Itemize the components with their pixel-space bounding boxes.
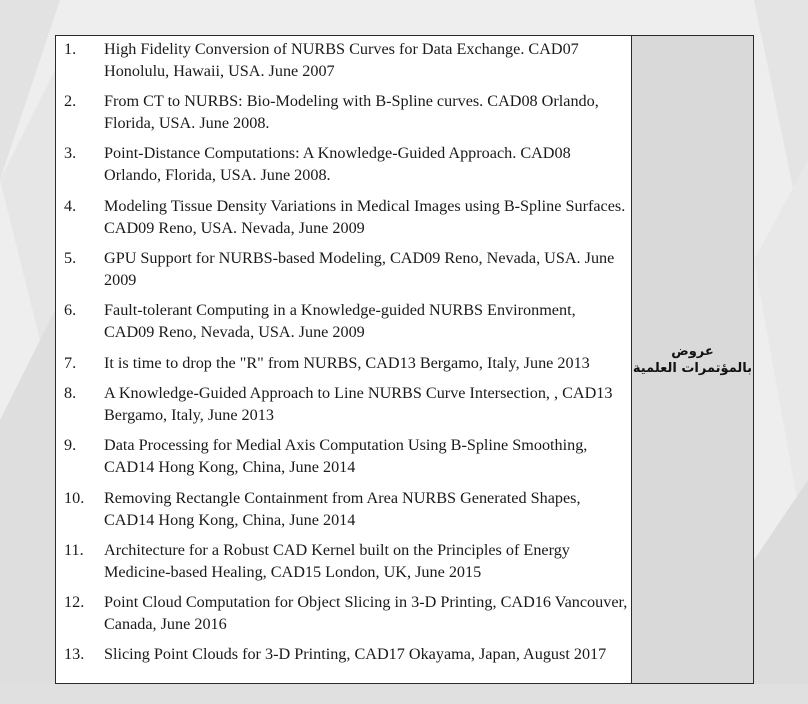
item-number: 10. xyxy=(64,489,85,507)
item-number: 4. xyxy=(64,197,77,215)
item-text: GPU Support for NURBS-based Modeling, CAD09 Reno, Nevada, USA. June 2009 xyxy=(104,249,615,289)
category-label xyxy=(633,343,752,377)
item-number: 8. xyxy=(64,384,77,402)
item-text: High Fidelity Conversion of NURBS Curves for Data Exchange. CAD07 Honolulu, Hawaii, USA. June 2007 xyxy=(104,40,579,80)
item-number: 2. xyxy=(64,92,77,110)
item-number: 9. xyxy=(64,436,77,454)
item-number: 11. xyxy=(64,541,84,559)
item-text: Slicing Point Clouds for 3-D Printing, CAD17 Okayama, Japan, August 2017 xyxy=(104,645,607,663)
conference-table xyxy=(55,35,754,684)
item-number: 7. xyxy=(64,354,77,372)
item-text: It is time to drop the "R" from NURBS, CAD13 Bergamo, Italy, June 2013 xyxy=(104,354,590,372)
item-text: Modeling Tissue Density Variations in Medical Images using B-Spline Surfaces. CAD09 Reno, USA. Nevada, June 2009 xyxy=(104,197,626,237)
category-label-line-1: عروض xyxy=(671,343,714,359)
item-text: Point-Distance Computations: A Knowledge-Guided Approach. CAD08 Orlando, Florida, USA. June 2008. xyxy=(104,144,571,184)
category-cell xyxy=(632,36,753,683)
item-number: 5. xyxy=(64,249,77,267)
item-number: 1. xyxy=(64,40,77,58)
category-label-line-2: بالمؤتمرات العلمية xyxy=(632,360,753,376)
item-number: 13. xyxy=(64,645,85,663)
item-text: A Knowledge-Guided Approach to Line NURBS Curve Intersection, , CAD13 Bergamo, Italy, June 2013 xyxy=(104,384,613,424)
item-text: Point Cloud Computation for Object Slicing in 3-D Printing, CAD16 Vancouver, Canada, June 2016 xyxy=(104,593,628,633)
item-number: 12. xyxy=(64,593,85,611)
item-number: 6. xyxy=(64,301,77,319)
item-text: Removing Rectangle Containment from Area NURBS Generated Shapes, CAD14 Hong Kong, China, June 2014 xyxy=(104,489,581,529)
item-text: Fault-tolerant Computing in a Knowledge-guided NURBS Environment, CAD09 Reno, Nevada, USA. June 2009 xyxy=(104,301,576,341)
item-text: From CT to NURBS: Bio-Modeling with B-Spline curves. CAD08 Orlando, Florida, USA. June 2008. xyxy=(104,92,599,132)
item-text: Architecture for a Robust CAD Kernel built on the Principles of Energy Medicine-based Healing, CAD15 London, UK, June 2015 xyxy=(104,541,570,581)
item-text: Data Processing for Medial Axis Computation Using B-Spline Smoothing, CAD14 Hong Kong, China, June 2014 xyxy=(104,436,588,476)
publication-list xyxy=(56,36,632,683)
item-number: 3. xyxy=(64,144,77,162)
